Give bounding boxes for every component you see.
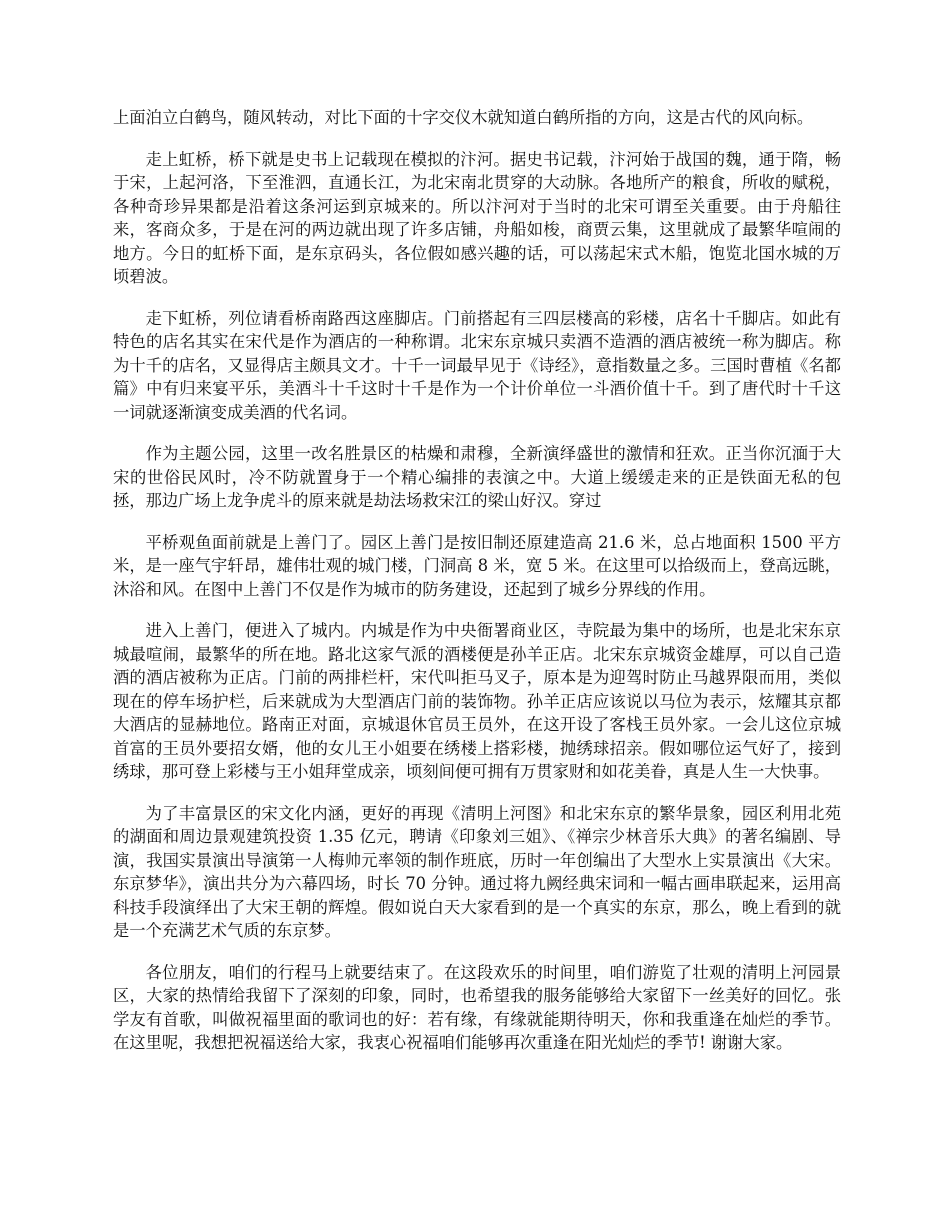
- paragraph-rainbow-bridge: 走上虹桥，桥下就是史书上记载现在模拟的汴河。据史书记载，汴河始于战国的魏，通于隋，畅于宋，上起河洛，下至淮泗，直通长江，为北宋南北贯穿的大动脉。各地所产的粮食，所收的赋税，各种奇珍异果都是沿着这条河运到京城来的。所以汴河对于当时的北宋可谓至关重要。由于舟船往来，客商众多，于是在河的两边就出现了许多店铺，舟船如梭，商贾云集，这里就成了最繁华喧闹的地方。今日的虹桥下面，是东京码头，各位假如感兴趣的话，可以荡起宋式木船，饱览北国水城的万顷碧波。: [113, 149, 841, 286]
- paragraph-weathervane: 上面泊立白鹤鸟，随风转动，对比下面的十字交仪木就知道白鹤所指的方向，这是古代的风向标。: [113, 108, 814, 127]
- paragraph-shangshan-gate: 平桥观鱼面前就是上善门了。园区上善门是按旧制还原建造高 21.6 米，总占地面积 1500 平方米，是一座气宇轩昂，雄伟壮观的城门楼，门洞高 8 米，宽 5 米。在这里可以拾级而上，登高远眺，沐浴和风。在图中上善门不仅是作为城市的防务建设，还起到了城乡分界线的作用。: [113, 532, 841, 599]
- paragraph-farewell: 各位朋友，咱们的行程马上就要结束了。在这段欢乐的时间里，咱们游览了壮观的清明上河园景区，大家的热情给我留下了深刻的印象，同时，也希望我的服务能够给大家留下一丝美好的回忆。张学友有首歌，叫做祝福里面的歌词也的好：若有缘，有缘就能期待明天，你和我重逢在灿烂的季节。在这里呢，我想把祝福送给大家，我衷心祝福咱们能够再次重逢在阳光灿烂的季节! 谢谢大家。: [113, 962, 841, 1052]
- paragraph-theme-park: 作为主题公园，这里一改名胜景区的枯燥和肃穆，全新演绎盛世的激情和狂欢。正当你沉湎于大宋的世俗民风时，冷不防就置身于一个精心编排的表演之中。大道上缓缓走来的正是铁面无私的包拯，那边广场上龙争虎斗的原来就是劫法场救宋江的梁山好汉。穿过: [113, 444, 841, 510]
- paragraph-night-show: 为了丰富景区的宋文化内涵，更好的再现《清明上河图》和北宋东京的繁华景象，园区利用北苑的湖面和周边景观建筑投资 1.35 亿元，聘请《印象刘三姐》、《禅宗少林音乐大典》的著名编剧、导演，我国实景演出导演第一人梅帅元率领的制作班底，历时一年创编出了大型水上实景演出《大宋。东京梦华》，演出共分为六幕四场，时长 70 分钟。通过将九阙经典宋词和一幅古画串联起来，运用高科技手段演绎出了大宋王朝的辉煌。假如说白天大家看到的是一个真实的东京，那么，晚上看到的就是一个充满艺术气质的东京梦。: [113, 803, 841, 940]
- paragraph-shiqian-tavern: 走下虹桥，列位请看桥南路西这座脚店。门前搭起有三四层楼高的彩楼，店名十千脚店。如此有特色的店名其实在宋代是作为酒店的一种称谓。北宋东京城只卖酒不造酒的酒店被统一称为脚店。称为十千的店名，又显得店主颇具文才。十千一词最早见于《诗经》，意指数量之多。三国时曹植《名都篇》中有归来宴平乐，美酒斗十千这时十千是作为一个计价单位一斗酒价值十千。到了唐代时十千这一词就逐渐演变成美酒的代名词。: [113, 308, 841, 422]
- document-page: [113, 106, 841, 1073]
- paragraph-inner-city: 进入上善门，便进入了城内。内城是作为中央衙署商业区，寺院最为集中的场所，也是北宋东京城最喧闹，最繁华的所在地。路北这家气派的酒楼便是孙羊正店。北宋东京城资金雄厚，可以自己造酒的酒店被称为正店。门前的两排栏杆，宋代叫拒马叉子，原本是为迎驾时防止马越界限而用，类似现在的停车场护栏，后来就成为大型酒店门前的装饰物。孙羊正店应该说以马位为表示，炫耀其京都大酒店的显赫地位。路南正对面，京城退休官员王员外，在这开设了客栈王员外家。一会儿这位京城首富的王员外要招女婿，他的女儿王小姐要在绣楼上搭彩楼，抛绣球招亲。假如哪位运气好了，接到绣球，那可登上彩楼与王小姐拜堂成亲，顷刻间便可拥有万贯家财和如花美眷，真是人生一大快事。: [113, 621, 841, 781]
